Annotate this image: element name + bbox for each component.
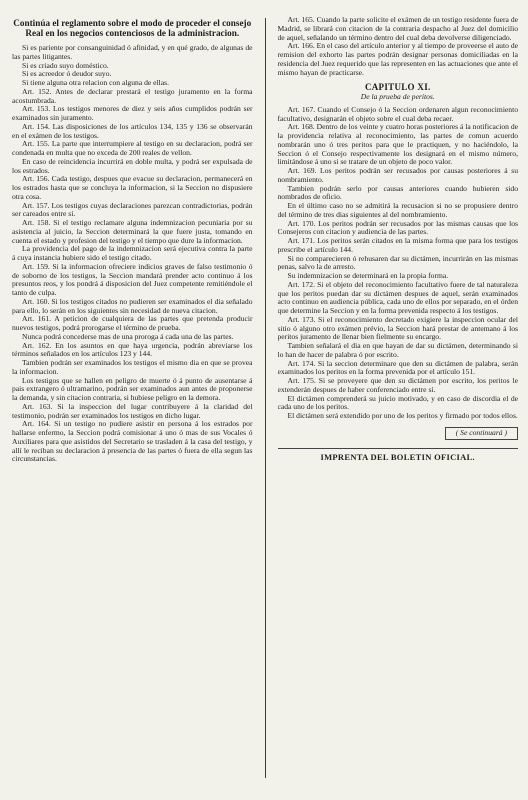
- paragraph: Art. 157. Los testigos cuyas declaraciones parezcan contradictorias, podrán ser careados entre sí.: [12, 200, 253, 219]
- paragraph: Si es pariente por consanguinidad ó afinidad, y en qué grado, de algunas de las partes litigantes.: [12, 43, 253, 61]
- paragraph: El dictámen será extendido por uno de los peritos y firmado por todos ellos.: [287, 411, 518, 420]
- right-paragraphs-top: [278, 16, 519, 77]
- paragraph: Art. 171. Los peritos serán citados en la misma forma que para los testigos prescribe el artículo 144.: [277, 236, 518, 254]
- paragraph: Art. 175. Si se proveyere que den su dictámen por escrito, los peritos le extenderán despues de haber conferenciado entre sí.: [277, 376, 518, 394]
- paragraph: Art. 152. Antes de declarar prestará el testigo juramento en la forma acostumbrada.: [12, 86, 253, 105]
- paragraph: Art. 159. Si la informacion ofreciere indicios graves de falso testimonio ó de soborno de los testigos, la Seccion mandará prender acto continuo á los presuntos reos, y los pondrá á disposicion del Juez competente remitiéndole el tanto de culpa.: [12, 261, 253, 297]
- paragraph: Tambien podrán ser examinados los testigos el mismo dia en que se provea la informacion.: [12, 358, 253, 376]
- paragraph: Si es acreedor ó deudor suyo.: [22, 69, 112, 79]
- paragraph: Art. 164. Si un testigo no pudiere asistir en persona á los estrados por hallarse enfermo, la Seccion podrá comisionar á uno ó mas de sus Vocales ó Auxiliares para que asistidos del Secretario se trasladen á la casa del testigo, y allí le reciban su declaracion á presencia de las partes ó fuera de ella segun las circunstancias.: [12, 419, 253, 464]
- paragraph: Si tiene alguna otra relacion con alguna de ellas.: [22, 78, 169, 87]
- paragraph: En caso de reincidencia incurrirá en doble multa, y podrá ser expulsada de los estrados.: [12, 156, 253, 175]
- paragraph: Art. 154. Las disposiciones de los artículos 134, 135 y 136 se observarán en el exámen de los testigos.: [12, 121, 253, 140]
- continue-row: [278, 427, 519, 440]
- paragraph: Nunca podrá concederse mas de una proroga á cada una de las partes.: [22, 331, 234, 341]
- paragraph: Art. 174. Si la seccion determinare que den su dictámen de palabra, serán examinados los peritos en la forma prevenida por el artículo 151.: [277, 358, 518, 377]
- section-heading: Continúa el reglamento sobre el modo de proceder el consejo Real en los negocios contenciosos de la administracion.: [13, 18, 252, 38]
- paragraph: Art. 166. En el caso del artículo anterior y al tiempo de proveerse el auto de remision del exhorto las partes podrán designar personas domiciliadas en la residencia del Juez requerido que las representen en las actuaciones que ante el mismo hayan de practicarse.: [277, 41, 518, 77]
- paragraph: Art. 172. Si el objeto del reconocimiento facultativo fuere de tal naturaleza que los peritos puedan dar su dictámen despues de aquel, serán examinados acto continuo en audiencia pública, cada uno de ellos por separado, en el órden que determine la Seccion y en la forma prevenida respecto á los testigos.: [277, 279, 518, 315]
- paragraph: Si no comparecieren ó rehusaren dar su dictámen, incurrirán en las mismas penas, salvo la de arresto.: [277, 253, 518, 272]
- paragraph: Su indemnizacion se determinará en la propia forma.: [287, 271, 449, 280]
- paragraph: Art. 173. Si el reconocimiento decretado exigiere la inspeccion ocular del sitio ó alguno otro exámen prévio, la Seccion hará prestar de antemano á los peritos juramento de llenar bien fielmente su encargo.: [277, 314, 518, 342]
- paragraph: Art. 160. Si los testigos citados no pudieren ser examinados el dia señalado para ello, lo serán en los siguientes sin necesidad de nueva citacion.: [12, 296, 253, 315]
- chapter-subtitle: De la prueba de peritos.: [360, 92, 435, 101]
- paragraph: Tambien podrán serlo por causas anteriores cuando hubieren sido nombrados de oficio.: [277, 183, 518, 202]
- left-paragraphs: [12, 44, 253, 464]
- column-divider: [265, 18, 266, 778]
- paragraph: Art. 167. Cuando el Consejo ó la Seccion ordenaren algun reconocimiento facultativo, designarán el objeto sobre el cual deba recaer.: [277, 104, 518, 123]
- left-column: [12, 16, 253, 786]
- right-paragraphs-bottom: [278, 106, 519, 421]
- paragraph: Art. 158. Si el testigo reclamare alguna indemnizacion pecuniaria por su asistencia al juicio, la Seccion determinará la que fuere justa, tomando en cuenta el estado y profesion del testigo y el tiempo que dure la informacion.: [12, 218, 253, 245]
- chapter-title: CAPITULO XI.: [364, 82, 431, 93]
- imprint-line: IMPRENTA DEL BOLETIN OFICIAL.: [278, 448, 519, 462]
- paragraph: Art. 161. A peticion de cualquiera de las partes que pretenda producir nuevos testigos, podrá prorogarse el término de prueba.: [12, 314, 253, 332]
- paragraph: Si es criado suyo doméstico.: [22, 60, 109, 70]
- paragraph: Tambien señalará el dia en que hayan de dar su dictámen, determinando si lo han de hacer de palabra ó por escrito.: [277, 341, 518, 359]
- paragraph: Art. 169. Los peritos podrán ser recusados por causas posteriores á su nombramiento.: [277, 166, 518, 184]
- paragraph: En el último caso no se admitirá la recusacion si no se propusiere dentro del término de tres dias siguientes al del nombramiento.: [277, 201, 518, 219]
- paragraph: Los testigos que se hallen en peligro de muerte ó á punto de ausentarse á pais extrangero ó ultramarino, podrán ser examinados aun antes de proponerse la demanda, y sin citacion contraria, si hubiese peligro en la demora.: [12, 375, 253, 402]
- paragraph: Art. 170. Los peritos podrán ser recusados por las mismas causas que los Consejeros con citacion y audiencia de las partes.: [277, 218, 518, 237]
- continue-label: ( Se continuará ): [445, 427, 518, 440]
- two-column-layout: [12, 16, 518, 786]
- paragraph: El dictámen comprenderá su juicio motivado, y en caso de discordia el de cada uno de los peritos.: [277, 393, 518, 412]
- paragraph: Art. 155. La parte que interrumpiere al testigo en su declaracion, podrá ser condenada en multa que no exceda de 200 reales de vellon.: [12, 139, 253, 157]
- paragraph: Art. 163. Si la inspeccion del lugar contribuyere á la claridad del testimonio, podrán ser examinados los testigos en dicho lugar.: [12, 401, 253, 420]
- right-column: [278, 16, 519, 786]
- paragraph: Art. 156. Cada testigo, despues que evacue su declaracion, permanecerá en los estrados hasta que se concluya la informacion, si la Seccion no dispusiere otra cosa.: [12, 174, 253, 201]
- paragraph: Art. 165. Cuando la parte solicite el exámen de un testigo residente fuera de Madrid, se librará con citacion de la contraria despacho al Juez del domicilio de aquel, señalando un término dentro del cual deba devolverse diligenciado.: [277, 16, 518, 42]
- paragraph: Art. 168. Dentro de los veinte y cuatro horas posteriores á la notificacion de la providencia relativa al reconocimiento, las partes de comun acuerdo nombrarán uno ó tres peritos para que le practiquen, y no haciéndolo, la Seccion ó el Consejo respectivamente los designará en el mismo número, limitándose á uno si se tratare de un objeto de poco valor.: [277, 122, 518, 167]
- paragraph: La providencia del pago de la indemnizacion será ejecutiva contra la parte á cuya instancia hubiere sido el testigo citado.: [12, 244, 253, 262]
- paragraph: Art. 162. En los asuntos en que haya urgencia, podrán abreviarse los términos señalados en los artículos 123 y 144.: [12, 340, 253, 359]
- paragraph: Art. 153. Los testigos menores de diez y seis años cumplidos podrán ser examinados sin juramento.: [12, 104, 253, 122]
